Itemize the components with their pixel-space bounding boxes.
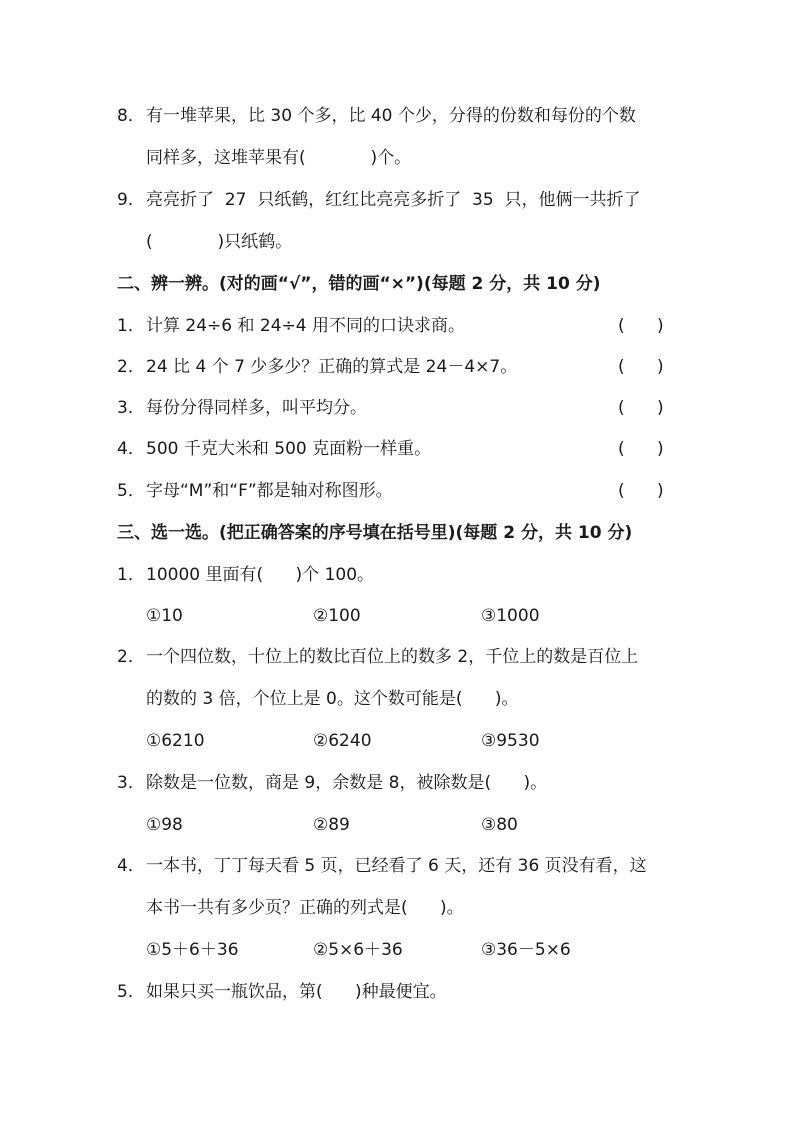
question-text: 亮亮折了 27 只纸鹤，红红比亮亮多折了 35 只，他俩一共折了 [146, 190, 641, 210]
item-number: 4． [117, 439, 145, 459]
item-number: 3． [117, 398, 145, 418]
option-b: ②6240 [313, 731, 372, 751]
option-c: ③80 [481, 815, 518, 835]
option-b: ②100 [313, 606, 361, 626]
choice-question-2 [0, 643, 794, 671]
judge-item-4 [0, 435, 794, 463]
item-number: 2． [117, 647, 145, 667]
item-number: 1． [117, 565, 145, 585]
item-number: 5． [117, 982, 145, 1002]
item-text: 的数的 3 倍，个位上是 0。这个数可能是( )。 [146, 689, 519, 709]
item-text: 24 比 4 个 7 少多少？正确的算式是 24－4×7。 [146, 357, 518, 377]
choice-options-3 [0, 811, 794, 839]
item-text: 字母“M”和“F”都是轴对称图形。 [146, 481, 393, 501]
choice-question-1 [0, 561, 794, 589]
item-text: 每份分得同样多，叫平均分。 [146, 398, 367, 418]
option-b: ②5×6＋36 [313, 940, 403, 960]
judge-item-2 [0, 353, 794, 381]
choice-options-1 [0, 602, 794, 630]
answer-blank[interactable]: ( ) [618, 439, 664, 459]
question-text: ( )只纸鹤。 [146, 232, 293, 252]
option-a: ①5＋6＋36 [146, 940, 239, 960]
answer-blank[interactable]: ( ) [618, 398, 664, 418]
item-number: 4． [117, 856, 145, 876]
question-8-continued [0, 144, 794, 172]
item-text: 10000 里面有( )个 100。 [146, 565, 375, 585]
option-a: ①6210 [146, 731, 205, 751]
item-text: 本书一共有多少页？正确的列式是( )。 [146, 898, 464, 918]
question-number: 9． [117, 190, 145, 210]
question-9 [0, 186, 794, 214]
question-text: 同样多，这堆苹果有( )个。 [146, 148, 412, 168]
item-number: 3． [117, 773, 145, 793]
item-text: 一本书，丁丁每天看 5 页，已经看了 6 天，还有 36 页没有看，这 [146, 856, 647, 876]
answer-blank[interactable]: ( ) [618, 316, 664, 336]
section-title: 二、辨一辨。(对的画“√”，错的画“×”)(每题 2 分，共 10 分) [117, 274, 601, 294]
choice-options-4 [0, 936, 794, 964]
option-c: ③36－5×6 [481, 940, 571, 960]
option-c: ③9530 [481, 731, 540, 751]
question-8 [0, 102, 794, 130]
option-c: ③1000 [481, 606, 540, 626]
item-text: 一个四位数，十位上的数比百位上的数多 2，千位上的数是百位上 [146, 647, 639, 667]
choice-options-2 [0, 727, 794, 755]
choice-question-4-continued [0, 894, 794, 922]
answer-blank[interactable]: ( ) [618, 481, 664, 501]
item-text: 500 千克大米和 500 克面粉一样重。 [146, 439, 432, 459]
judge-item-3 [0, 394, 794, 422]
question-9-continued [0, 228, 794, 256]
choice-question-5 [0, 978, 794, 1006]
item-number: 1． [117, 316, 145, 336]
section-title: 三、选一选。(把正确答案的序号填在括号里)(每题 2 分，共 10 分) [117, 523, 633, 543]
option-b: ②89 [313, 815, 350, 835]
item-text: 计算 24÷6 和 24÷4 用不同的口诀求商。 [146, 316, 465, 336]
option-a: ①98 [146, 815, 183, 835]
choice-question-3 [0, 769, 794, 797]
section-3-heading [0, 519, 794, 547]
choice-question-4 [0, 852, 794, 880]
question-number: 8． [117, 106, 145, 126]
item-text: 除数是一位数，商是 9，余数是 8，被除数是( )。 [146, 773, 548, 793]
section-2-heading [0, 270, 794, 298]
answer-blank[interactable]: ( ) [618, 357, 664, 377]
option-a: ①10 [146, 606, 183, 626]
judge-item-5 [0, 477, 794, 505]
judge-item-1 [0, 312, 794, 340]
question-text: 有一堆苹果，比 30 个多，比 40 个少，分得的份数和每份的个数 [146, 106, 636, 126]
item-number: 5． [117, 481, 145, 501]
item-number: 2． [117, 357, 145, 377]
choice-question-2-continued [0, 685, 794, 713]
item-text: 如果只买一瓶饮品，第( )种最便宜。 [146, 982, 447, 1002]
